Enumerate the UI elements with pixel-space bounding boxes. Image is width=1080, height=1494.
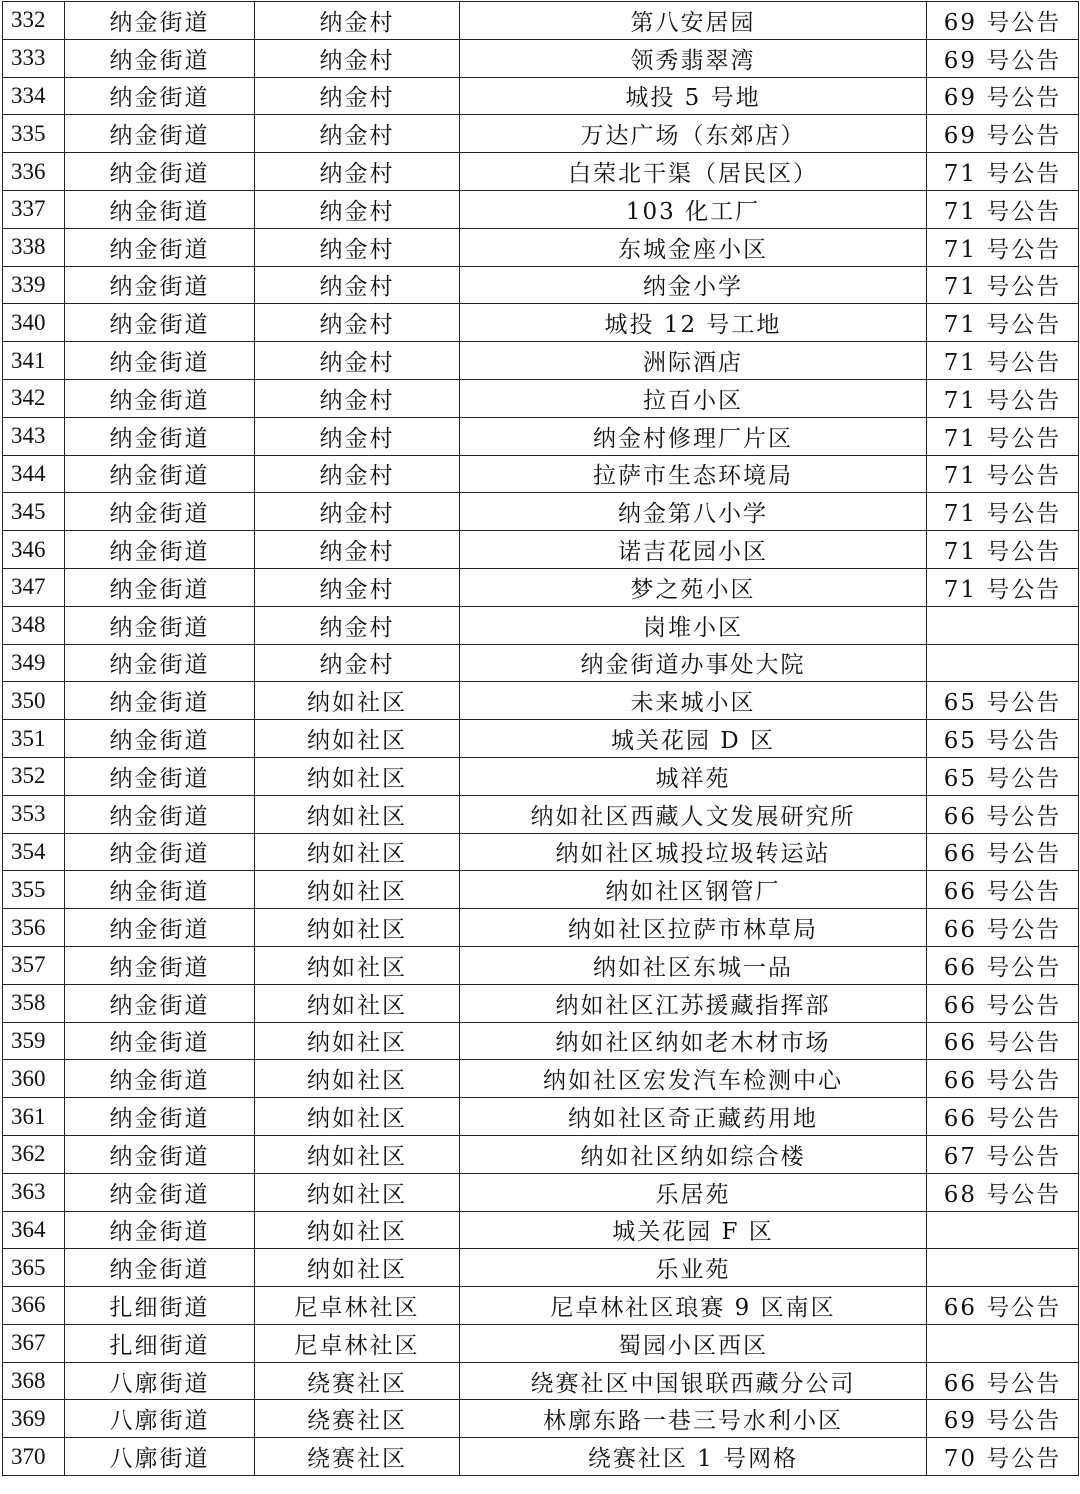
table-row: [3, 984, 1079, 1022]
street-cell: 纳金街道: [65, 153, 255, 191]
row-number: 352: [3, 757, 65, 795]
table-row: [3, 909, 1079, 947]
street-cell: 纳金街道: [65, 1098, 255, 1136]
community-cell: 纳如社区: [255, 1211, 460, 1249]
location-cell: 蜀园小区西区: [460, 1324, 927, 1362]
table-row: [3, 379, 1079, 417]
announcement-cell: 69 号公告: [927, 39, 1079, 77]
table-row: [3, 1324, 1079, 1362]
location-cell: 拉萨市生态环境局: [460, 455, 927, 493]
table-row: [3, 1173, 1079, 1211]
row-number: 357: [3, 946, 65, 984]
street-cell: 纳金街道: [65, 984, 255, 1022]
street-cell: 纳金街道: [65, 1173, 255, 1211]
table-row: [3, 1135, 1079, 1173]
row-number: 348: [3, 606, 65, 644]
community-cell: 纳如社区: [255, 1249, 460, 1287]
announcement-cell: 66 号公告: [927, 795, 1079, 833]
community-cell: 纳金村: [255, 455, 460, 493]
street-cell: 纳金街道: [65, 1249, 255, 1287]
table-row: [3, 342, 1079, 380]
row-number: 358: [3, 984, 65, 1022]
location-cell: 万达广场（东郊店）: [460, 115, 927, 153]
announcement-cell: 66 号公告: [927, 1287, 1079, 1325]
community-cell: 纳金村: [255, 77, 460, 115]
announcement-cell: 71 号公告: [927, 531, 1079, 569]
location-cell: 纳如社区钢管厂: [460, 871, 927, 909]
community-cell: 纳如社区: [255, 833, 460, 871]
community-cell: 绕赛社区: [255, 1438, 460, 1476]
street-cell: 纳金街道: [65, 1022, 255, 1060]
location-cell: 绕赛社区中国银联西藏分公司: [460, 1362, 927, 1400]
location-cell: 纳如社区城投垃圾转运站: [460, 833, 927, 871]
community-cell: 纳金村: [255, 153, 460, 191]
location-cell: 纳如社区宏发汽车检测中心: [460, 1060, 927, 1098]
row-number: 355: [3, 871, 65, 909]
community-cell: 纳金村: [255, 644, 460, 682]
community-cell: 绕赛社区: [255, 1362, 460, 1400]
street-cell: 纳金街道: [65, 795, 255, 833]
street-cell: 纳金街道: [65, 455, 255, 493]
street-cell: 纳金街道: [65, 946, 255, 984]
street-cell: 八廓街道: [65, 1438, 255, 1476]
table-row: [3, 1400, 1079, 1438]
row-number: 368: [3, 1362, 65, 1400]
row-number: 365: [3, 1249, 65, 1287]
table-row: [3, 304, 1079, 342]
table-row: [3, 1362, 1079, 1400]
table-row: [3, 568, 1079, 606]
table-row: [3, 115, 1079, 153]
community-cell: 纳金村: [255, 531, 460, 569]
street-cell: 纳金街道: [65, 342, 255, 380]
location-cell: 绕赛社区 1 号网格: [460, 1438, 927, 1476]
announcement-cell: 71 号公告: [927, 228, 1079, 266]
community-cell: 纳金村: [255, 2, 460, 40]
community-cell: 尼卓林社区: [255, 1324, 460, 1362]
community-cell: 尼卓林社区: [255, 1287, 460, 1325]
location-cell: 纳如社区纳如综合楼: [460, 1135, 927, 1173]
community-cell: 纳如社区: [255, 757, 460, 795]
row-number: 361: [3, 1098, 65, 1136]
announcement-cell: 66 号公告: [927, 909, 1079, 947]
announcement-cell: 66 号公告: [927, 984, 1079, 1022]
announcement-table: [2, 1, 1079, 1476]
row-number: 362: [3, 1135, 65, 1173]
announcement-cell: 69 号公告: [927, 77, 1079, 115]
community-cell: 纳金村: [255, 568, 460, 606]
announcement-cell: 66 号公告: [927, 1060, 1079, 1098]
location-cell: 第八安居园: [460, 2, 927, 40]
row-number: 336: [3, 153, 65, 191]
street-cell: 纳金街道: [65, 379, 255, 417]
announcement-cell: 71 号公告: [927, 153, 1079, 191]
location-cell: 城关花园 D 区: [460, 720, 927, 758]
row-number: 339: [3, 266, 65, 304]
location-cell: 拉百小区: [460, 379, 927, 417]
announcement-cell: 69 号公告: [927, 115, 1079, 153]
row-number: 353: [3, 795, 65, 833]
community-cell: 纳如社区: [255, 1135, 460, 1173]
table-row: [3, 153, 1079, 191]
street-cell: 扎细街道: [65, 1324, 255, 1362]
row-number: 367: [3, 1324, 65, 1362]
location-cell: 纳如社区奇正藏药用地: [460, 1098, 927, 1136]
street-cell: 八廓街道: [65, 1400, 255, 1438]
street-cell: 纳金街道: [65, 757, 255, 795]
community-cell: 纳如社区: [255, 909, 460, 947]
street-cell: 纳金街道: [65, 115, 255, 153]
location-cell: 纳如社区西藏人文发展研究所: [460, 795, 927, 833]
announcement-cell: 66 号公告: [927, 1022, 1079, 1060]
location-cell: 诺吉花园小区: [460, 531, 927, 569]
row-number: 345: [3, 493, 65, 531]
community-cell: 纳如社区: [255, 720, 460, 758]
announcement-cell: 71 号公告: [927, 266, 1079, 304]
location-cell: 白荣北干渠（居民区）: [460, 153, 927, 191]
table-row: [3, 77, 1079, 115]
row-number: 349: [3, 644, 65, 682]
table-body: [3, 2, 1079, 1476]
community-cell: 纳金村: [255, 304, 460, 342]
announcement-cell: 69 号公告: [927, 2, 1079, 40]
street-cell: 纳金街道: [65, 39, 255, 77]
location-cell: 纳如社区纳如老木材市场: [460, 1022, 927, 1060]
location-cell: 岗堆小区: [460, 606, 927, 644]
table-row: [3, 417, 1079, 455]
announcement-cell: [927, 1211, 1079, 1249]
location-cell: 梦之苑小区: [460, 568, 927, 606]
street-cell: 纳金街道: [65, 266, 255, 304]
row-number: 351: [3, 720, 65, 758]
announcement-cell: 70 号公告: [927, 1438, 1079, 1476]
announcement-cell: 65 号公告: [927, 757, 1079, 795]
row-number: 340: [3, 304, 65, 342]
community-cell: 纳金村: [255, 342, 460, 380]
street-cell: 纳金街道: [65, 493, 255, 531]
table-row: [3, 228, 1079, 266]
table-row: [3, 455, 1079, 493]
announcement-cell: 66 号公告: [927, 833, 1079, 871]
table-row: [3, 682, 1079, 720]
row-number: 338: [3, 228, 65, 266]
table-row: [3, 1098, 1079, 1136]
announcement-cell: [927, 1249, 1079, 1287]
table-row: [3, 1022, 1079, 1060]
announcement-cell: [927, 1324, 1079, 1362]
community-cell: 绕赛社区: [255, 1400, 460, 1438]
row-number: 363: [3, 1173, 65, 1211]
table-row: [3, 190, 1079, 228]
row-number: 343: [3, 417, 65, 455]
row-number: 366: [3, 1287, 65, 1325]
row-number: 360: [3, 1060, 65, 1098]
announcement-cell: 66 号公告: [927, 1362, 1079, 1400]
table-row: [3, 531, 1079, 569]
announcement-cell: 71 号公告: [927, 304, 1079, 342]
row-number: 347: [3, 568, 65, 606]
street-cell: 扎细街道: [65, 1287, 255, 1325]
announcement-cell: 71 号公告: [927, 379, 1079, 417]
row-number: 369: [3, 1400, 65, 1438]
community-cell: 纳如社区: [255, 1098, 460, 1136]
row-number: 356: [3, 909, 65, 947]
street-cell: 纳金街道: [65, 417, 255, 455]
row-number: 354: [3, 833, 65, 871]
location-cell: 纳如社区拉萨市林草局: [460, 909, 927, 947]
announcement-cell: 71 号公告: [927, 417, 1079, 455]
community-cell: 纳如社区: [255, 1060, 460, 1098]
table-row: [3, 871, 1079, 909]
community-cell: 纳金村: [255, 228, 460, 266]
announcement-cell: 66 号公告: [927, 871, 1079, 909]
street-cell: 纳金街道: [65, 606, 255, 644]
row-number: 370: [3, 1438, 65, 1476]
street-cell: 纳金街道: [65, 871, 255, 909]
table-row: [3, 1287, 1079, 1325]
row-number: 337: [3, 190, 65, 228]
announcement-cell: 66 号公告: [927, 1098, 1079, 1136]
street-cell: 纳金街道: [65, 833, 255, 871]
announcement-cell: 71 号公告: [927, 493, 1079, 531]
street-cell: 纳金街道: [65, 77, 255, 115]
announcement-cell: 66 号公告: [927, 946, 1079, 984]
community-cell: 纳金村: [255, 379, 460, 417]
row-number: 364: [3, 1211, 65, 1249]
row-number: 350: [3, 682, 65, 720]
row-number: 335: [3, 115, 65, 153]
table-row: [3, 39, 1079, 77]
table-row: [3, 1060, 1079, 1098]
location-cell: 纳金第八小学: [460, 493, 927, 531]
table-row: [3, 720, 1079, 758]
street-cell: 纳金街道: [65, 1060, 255, 1098]
table-row: [3, 606, 1079, 644]
table-row: [3, 1438, 1079, 1476]
announcement-cell: 71 号公告: [927, 568, 1079, 606]
street-cell: 纳金街道: [65, 304, 255, 342]
announcement-cell: [927, 644, 1079, 682]
announcement-cell: 71 号公告: [927, 190, 1079, 228]
community-cell: 纳如社区: [255, 1173, 460, 1211]
row-number: 346: [3, 531, 65, 569]
announcement-cell: [927, 606, 1079, 644]
location-cell: 未来城小区: [460, 682, 927, 720]
announcement-cell: 67 号公告: [927, 1135, 1079, 1173]
row-number: 334: [3, 77, 65, 115]
community-cell: 纳金村: [255, 493, 460, 531]
location-cell: 城关花园 F 区: [460, 1211, 927, 1249]
community-cell: 纳如社区: [255, 1022, 460, 1060]
announcement-cell: 65 号公告: [927, 720, 1079, 758]
row-number: 344: [3, 455, 65, 493]
announcement-cell: 71 号公告: [927, 455, 1079, 493]
location-cell: 城祥苑: [460, 757, 927, 795]
location-cell: 林廓东路一巷三号水利小区: [460, 1400, 927, 1438]
table-row: [3, 833, 1079, 871]
community-cell: 纳如社区: [255, 871, 460, 909]
row-number: 342: [3, 379, 65, 417]
location-cell: 纳金小学: [460, 266, 927, 304]
location-cell: 城投 5 号地: [460, 77, 927, 115]
table-row: [3, 946, 1079, 984]
street-cell: 纳金街道: [65, 531, 255, 569]
street-cell: 八廓街道: [65, 1362, 255, 1400]
location-cell: 洲际酒店: [460, 342, 927, 380]
location-cell: 纳金村修理厂片区: [460, 417, 927, 455]
location-cell: 纳金街道办事处大院: [460, 644, 927, 682]
community-cell: 纳如社区: [255, 682, 460, 720]
location-cell: 乐居苑: [460, 1173, 927, 1211]
community-cell: 纳如社区: [255, 984, 460, 1022]
table-row: [3, 644, 1079, 682]
row-number: 332: [3, 2, 65, 40]
street-cell: 纳金街道: [65, 644, 255, 682]
table-row: [3, 757, 1079, 795]
community-cell: 纳金村: [255, 417, 460, 455]
location-cell: 103 化工厂: [460, 190, 927, 228]
community-cell: 纳金村: [255, 266, 460, 304]
announcement-cell: 65 号公告: [927, 682, 1079, 720]
street-cell: 纳金街道: [65, 909, 255, 947]
table-row: [3, 2, 1079, 40]
location-cell: 东城金座小区: [460, 228, 927, 266]
location-cell: 纳如社区东城一品: [460, 946, 927, 984]
location-cell: 纳如社区江苏援藏指挥部: [460, 984, 927, 1022]
community-cell: 纳金村: [255, 606, 460, 644]
community-cell: 纳如社区: [255, 946, 460, 984]
table-row: [3, 1249, 1079, 1287]
location-cell: 尼卓林社区琅赛 9 区南区: [460, 1287, 927, 1325]
street-cell: 纳金街道: [65, 190, 255, 228]
table-row: [3, 493, 1079, 531]
announcement-cell: 69 号公告: [927, 1400, 1079, 1438]
community-cell: 纳如社区: [255, 795, 460, 833]
table-row: [3, 795, 1079, 833]
street-cell: 纳金街道: [65, 568, 255, 606]
table-row: [3, 266, 1079, 304]
announcement-cell: 68 号公告: [927, 1173, 1079, 1211]
street-cell: 纳金街道: [65, 2, 255, 40]
location-cell: 城投 12 号工地: [460, 304, 927, 342]
location-cell: 乐业苑: [460, 1249, 927, 1287]
community-cell: 纳金村: [255, 39, 460, 77]
table-row: [3, 1211, 1079, 1249]
row-number: 333: [3, 39, 65, 77]
street-cell: 纳金街道: [65, 720, 255, 758]
street-cell: 纳金街道: [65, 228, 255, 266]
community-cell: 纳金村: [255, 190, 460, 228]
street-cell: 纳金街道: [65, 682, 255, 720]
community-cell: 纳金村: [255, 115, 460, 153]
row-number: 341: [3, 342, 65, 380]
row-number: 359: [3, 1022, 65, 1060]
street-cell: 纳金街道: [65, 1135, 255, 1173]
location-cell: 领秀翡翠湾: [460, 39, 927, 77]
street-cell: 纳金街道: [65, 1211, 255, 1249]
announcement-cell: 71 号公告: [927, 342, 1079, 380]
